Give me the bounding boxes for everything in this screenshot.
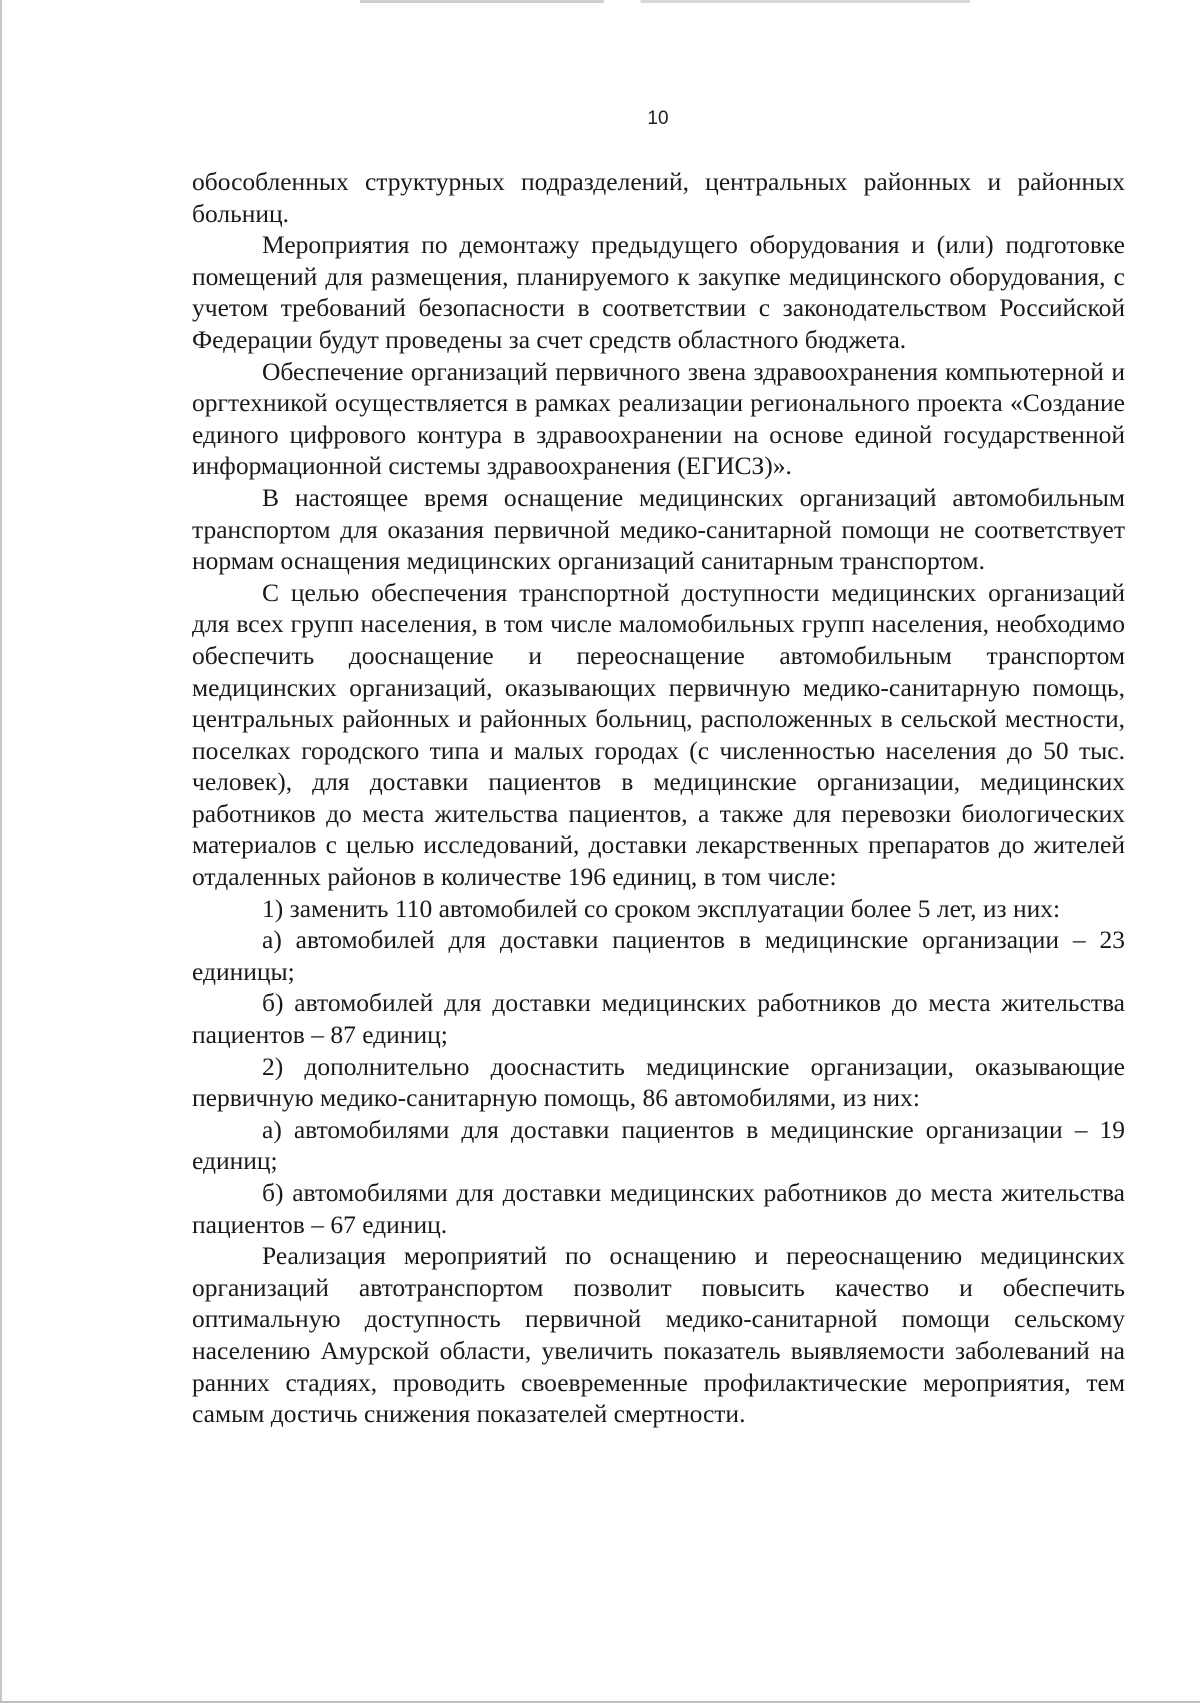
paragraph-transport-status: В настоящее время оснащение медицинских организаций автомобильным транспортом для оказания первичной медико-санитарной помощи не соответствует нормам оснащения медицинских организаций санитарным транспортом. xyxy=(192,482,1125,576)
scan-edge-left xyxy=(0,0,2,1703)
page-number: 10 xyxy=(647,108,669,129)
list-subitem-replace-a: а) автомобилей для доставки пациентов в медицинские организации – 23 единицы; xyxy=(192,925,1125,986)
list-subitem-replace-b: б) автомобилей для доставки медицинских работников до места жительства пациентов – 87 единиц; xyxy=(192,988,1125,1050)
paragraph-continuation: обособленных структурных подразделений, центральных районных и районных больниц. xyxy=(192,167,1125,228)
paragraph-computer-equipment: Обеспечение организаций первичного звена здравоохранения компьютерной и оргтехникой осуществляется в рамках реализации регионального проекта «Создание единого цифрового контура в здравоохранении на основе единой государственной информационной системы здравоохранения (ЕГИСЗ)». xyxy=(192,356,1125,481)
paragraph-conclusion: Реализация мероприятий по оснащению и переоснащению медицинских организаций автотранспортом позволит повысить качество и обеспечить оптимальную доступность первичной медико-санитарной помощи сельскому населению Амурской области, увеличить показатель выявляемости заболеваний на ранних стадиях, проводить своевременные профилактические мероприятия, тем самым достичь снижения показателей смертности. xyxy=(192,1241,1125,1429)
list-subitem-additional-a: а) автомобилями для доставки пациентов в медицинские организации – 19 единиц; xyxy=(192,1114,1125,1176)
scan-edge-top xyxy=(360,0,970,3)
paragraph-transport-goal: С целью обеспечения транспортной доступности медицинских организаций для всех групп населения, в том числе маломобильных групп населения, необходимо обеспечить дооснащение и переоснащение автомобильным транспортом медицинских организаций, оказывающих первичную медико-санитарную помощь, центральных районных и районных больниц, расположенных в сельской местности, поселках городского типа и малых городах (с численностью населения до 50 тыс. человек), для доставки пациентов в медицинские организации, медицинских работников до места жительства пациентов, а также для перевозки биологических материалов с целью исследований, доставки лекарственных препаратов до жителей отдаленных районов в количестве 196 единиц, в том числе: xyxy=(192,577,1125,892)
list-subitem-additional-b: б) автомобилями для доставки медицинских работников до места жительства пациентов – 67 единиц. xyxy=(192,1178,1125,1239)
list-item-replace: 1) заменить 110 автомобилей со сроком эксплуатации более 5 лет, из них: xyxy=(262,893,1061,923)
list-item-additional: 2) дополнительно дооснастить медицинские организации, оказывающие первичную медико-санитарную помощь, 86 автомобилями, из них: xyxy=(192,1051,1125,1113)
body-text xyxy=(192,166,1125,1430)
paragraph-dismantling: Мероприятия по демонтажу предыдущего оборудования и (или) подготовке помещений для размещения, планируемого к закупке медицинского оборудования, с учетом требований безопасности в соответствии с законодательством Российской Федерации будут проведены за счет средств областного бюджета. xyxy=(192,230,1125,354)
